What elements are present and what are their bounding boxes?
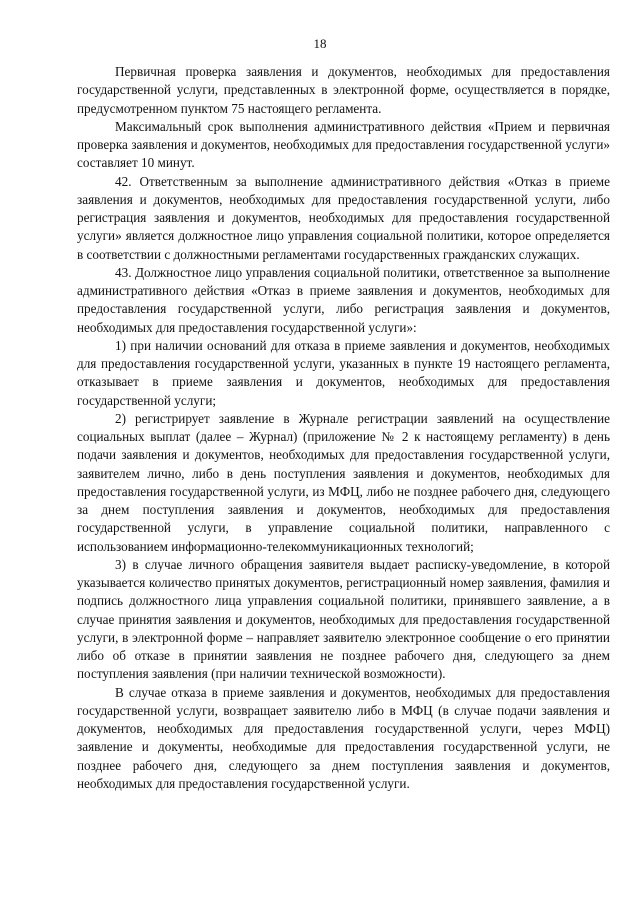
paragraph-subitem-2: 2) регистрирует заявление в Журнале регистрации заявлений на осуществление социальных выплат (далее – Журнал) (приложение № 2 к настоящему регламенту) в день подачи заявления и документов, необходимых для предоставления государственной услуги, заявителем лично, либо в день поступления заявления и документов, необходимых для предоставления государственной услуги, из МФЦ, либо не позднее рабочего дня, следующего за днем поступления заявления и документов, необходимых для предоставления государственной услуги, в управление социальной политики, направленного с использованием информационно-телекоммуникационных технологий; [77,410,610,554]
page-number: 18 [313,36,327,51]
paragraph-item-43: 43. Должностное лицо управления социальной политики, ответственное за выполнение административного действия «Отказ в приеме заявления и документов, необходимых для предоставления государственной услуги, либо регистрация заявления и документов, необходимых для предоставления государственной услуги»: [77,264,610,335]
paragraph-initial-check: Первичная проверка заявления и документов, необходимых для предоставления государственной услуги, представленных в электронной форме, осуществляется в порядке, предусмотренном пунктом 75 настоящего регламента. [77,64,610,116]
paragraph-max-duration: Максимальный срок выполнения административного действия «Прием и первичная проверка заявления и документов, необходимых для предоставления государственной услуги» составляет 10 минут. [77,118,610,171]
paragraph-subitem-1: 1) при наличии оснований для отказа в приеме заявления и документов, необходимых для предоставления государственной услуги, указанных в пункте 19 настоящего регламента, отказывает в приеме заявления и документов, необходимых для предоставления государственной услуги; [77,337,610,408]
paragraph-subitem-3: 3) в случае личного обращения заявителя выдает расписку-уведомление, в которой указывается количество принятых документов, регистрационный номер заявления, фамилия и подпись должностного лица управления социальной политики, принявшего заявление, а в случае принятия заявления и документов, необходимых для предоставления государственной услуги, в электронной форме – направляет заявителю электронное сообщение о его принятии либо об отказе в принятии заявления не позднее рабочего дня, следующего за днем поступления заявления (при наличии технической возможности). [77,556,610,682]
paragraph-refusal-return: В случае отказа в приеме заявления и документов, необходимых для предоставления государственной услуги, возвращает заявителю либо в МФЦ (в случае подачи заявления и документов, необходимых для предоставления государственной услуги, через МФЦ) заявление и документы, необходимые для предоставления государственной услуги, не позднее рабочего дня, следующего за днем поступления заявления и документов, необходимых для предоставления государственной услуги. [77,684,610,791]
document-body [77,63,610,793]
paragraph-item-42: 42. Ответственным за выполнение административного действия «Отказ в приеме заявления и документов, необходимых для предоставления государственной услуги, либо регистрация заявления и документов, необходимых для предоставления государственной услуги» является должностное лицо управления социальной политики, которое определяется в соответствии с должностными регламентами государственных гражданских служащих. [77,173,610,262]
